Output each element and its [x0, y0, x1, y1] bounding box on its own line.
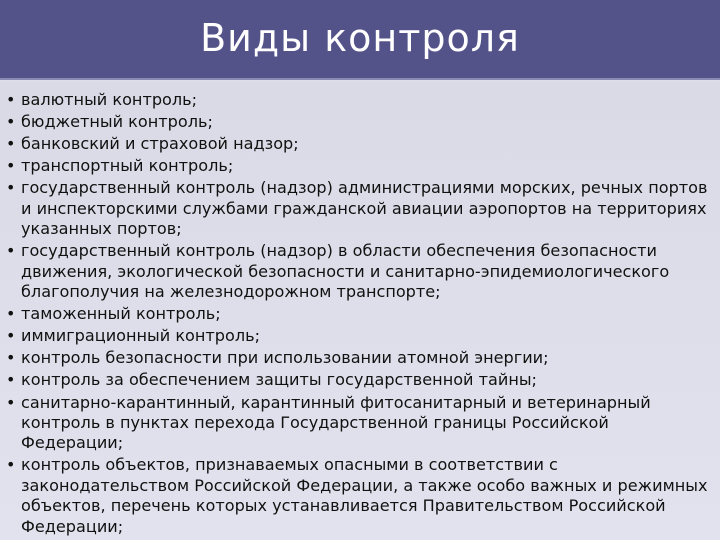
list-item [4, 370, 710, 390]
list-item-text: контроль объектов, признаваемых опасными в соответствии с законодательством Российской Федерации, а также особо важных и режимных объектов, перечень которых устанавливается Правительством Российской Федерации; [21, 455, 708, 536]
list-item-text: таможенный контроль; [21, 304, 221, 324]
list-item [4, 348, 710, 368]
bullet-icon: • [6, 90, 16, 109]
list-item-text: контроль за обеспечением защиты государственной тайны; [21, 370, 537, 390]
list-item [4, 134, 710, 154]
list-item [4, 455, 710, 537]
list-item [4, 241, 710, 302]
list-item [4, 393, 710, 454]
list-item-text: санитарно-карантинный, карантинный фитосанитарный и ветеринарный контроль в пунктах перехода Государственной границы Российской Федерации; [21, 392, 651, 453]
bullet-icon: • [6, 455, 16, 475]
list-item [4, 90, 710, 110]
list-item-text: бюджетный контроль; [21, 112, 213, 132]
slide-title: Виды контроля [200, 16, 520, 60]
list-item [4, 112, 710, 132]
list-item-text: транспортный контроль; [21, 156, 234, 176]
list-item [4, 304, 710, 324]
bullet-icon: • [6, 348, 16, 368]
list-item-text: контроль безопасности при использовании атомной энергии; [21, 348, 549, 368]
bullet-icon: • [6, 392, 16, 412]
list-item [4, 156, 710, 176]
bullet-icon: • [6, 304, 16, 324]
list-item [4, 178, 710, 239]
list-item-text: банковский и страховой надзор; [21, 134, 299, 154]
list-item [4, 326, 710, 346]
bullet-list [0, 82, 720, 537]
list-item-text: государственный контроль (надзор) администрациями морских, речных портов и инспекторскими службами гражданской авиации аэропортов на территориях указанных портов; [21, 178, 708, 239]
bullet-icon: • [6, 134, 16, 154]
content-area [0, 82, 720, 540]
bullet-icon: • [6, 241, 16, 261]
bullet-icon: • [6, 156, 16, 176]
bullet-icon: • [6, 370, 16, 390]
list-item-text: иммиграционный контроль; [21, 326, 261, 346]
bullet-icon: • [6, 178, 16, 198]
list-item-text: государственный контроль (надзор) в области обеспечения безопасности движения, экологической безопасности и санитарно-эпидемиологического благополучия на железнодорожном транспорте; [21, 241, 670, 302]
bullet-icon: • [6, 326, 16, 346]
title-bar [0, 0, 720, 80]
list-item-text: валютный контроль; [21, 90, 198, 109]
bullet-icon: • [6, 112, 16, 132]
